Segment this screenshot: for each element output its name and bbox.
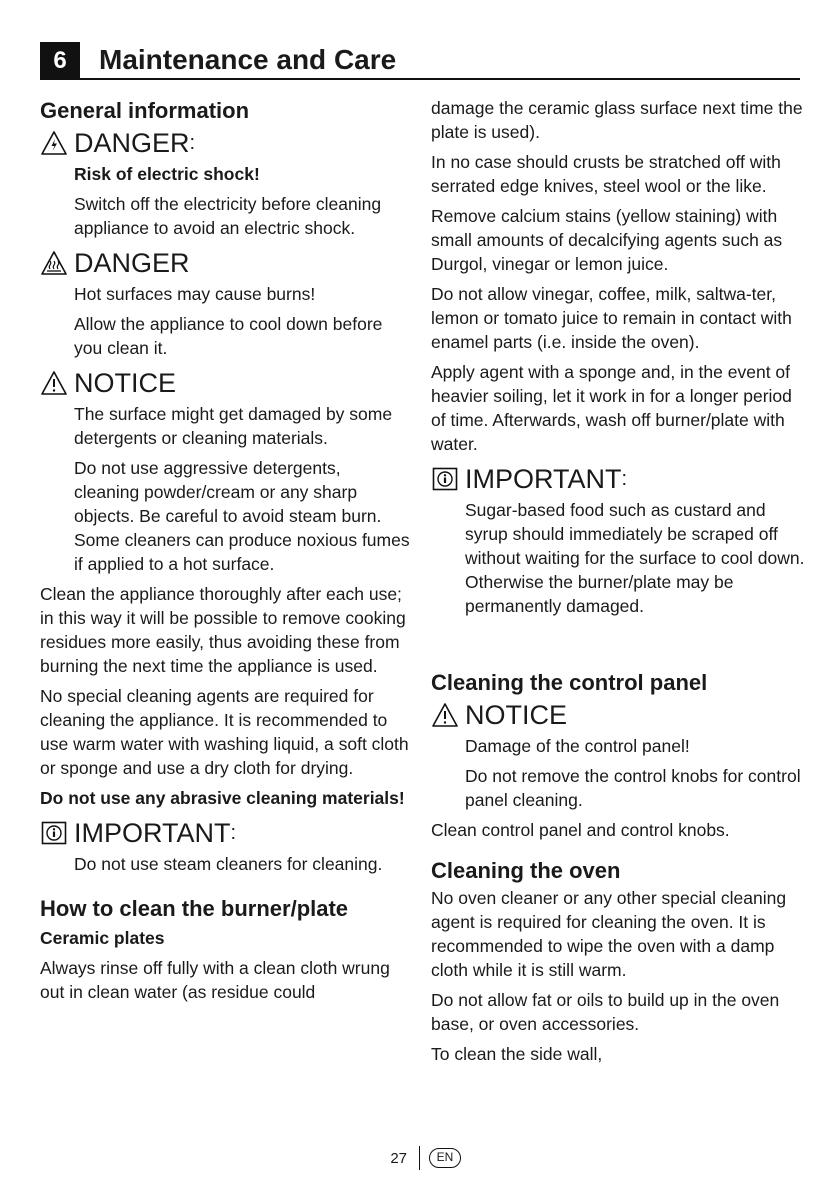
left-column (40, 96, 410, 1010)
danger-electric-heading (40, 126, 410, 160)
chapter-number: 6 (40, 42, 80, 80)
notice-heading (40, 366, 410, 400)
important-heading (431, 462, 807, 496)
notice-text-1: Damage of the control panel! (465, 736, 690, 756)
crusts-paragraph: In no case should crusts be stratched off with serrated edge knives, steel wool or the like. (431, 152, 781, 196)
notice-heading (431, 698, 807, 732)
notice-text-2: Do not remove the control knobs for control panel cleaning. (465, 766, 801, 810)
important-title: IMPORTANT (74, 818, 231, 848)
important-colon: : (621, 468, 628, 490)
warning-triangle-icon (40, 369, 68, 397)
vinegar-paragraph: Do not allow vinegar, coffee, milk, saltwa-ter, lemon or tomato juice to remain in contact with enamel parts (i.e. inside the oven). (431, 284, 792, 352)
danger-title: DANGER (74, 248, 190, 278)
control-panel-heading: Cleaning the control panel (431, 670, 708, 695)
clean-thoroughly-paragraph: Clean the appliance thoroughly after each use; in this way it will be possible to remove cooking residues more easily, thus avoiding these from burning the next time the appliance is used. (40, 584, 406, 676)
footer-separator (419, 1146, 420, 1170)
important-text: Do not use steam cleaners for cleaning. (74, 854, 383, 874)
notice-text-2: Do not use aggressive detergents, cleaning powder/cream or any sharp objects. Be careful to avoid steam burn. Some cleaners can produce noxious fumes if applied to a hot surface. (74, 458, 410, 574)
important-heading (40, 816, 410, 850)
hot-surface-warning-icon (40, 249, 68, 277)
important-colon: : (230, 822, 237, 844)
notice-title: NOTICE (74, 368, 177, 398)
important-title: IMPORTANT (465, 464, 622, 494)
language-badge: EN (429, 1148, 461, 1168)
info-icon (431, 465, 459, 493)
clean-control-paragraph: Clean control panel and control knobs. (431, 820, 730, 840)
page-number: 27 (390, 1150, 407, 1167)
damage-paragraph: damage the ceramic glass surface next time the plate is used). (431, 98, 803, 142)
ceramic-plates-subheading: Ceramic plates (40, 928, 165, 948)
danger-cool-text: Allow the appliance to cool down before you clean it. (74, 314, 383, 358)
danger-title: DANGER (74, 128, 190, 158)
danger-risk-line: Risk of electric shock! (74, 164, 260, 184)
abrasive-warning: Do not use any abrasive cleaning materials! (40, 788, 405, 808)
danger-hot-text: Hot surfaces may cause burns! (74, 284, 316, 304)
oven-paragraph-1: No oven cleaner or any other special cleaning agent is required for cleaning the oven. It is recommended to wipe the oven with a damp cloth while it is still warm. (431, 888, 787, 980)
oven-paragraph-2: Do not allow fat or oils to build up in the oven base, or oven accessories. (431, 990, 780, 1034)
header-rule (80, 78, 800, 80)
right-column (431, 96, 807, 1072)
chapter-header (40, 40, 800, 80)
no-special-agents-paragraph: No special cleaning agents are required for cleaning the appliance. It is recommended to use warm water with washing liquid, a soft cloth or sponge and use a dry cloth for drying. (40, 686, 409, 778)
cleaning-oven-heading: Cleaning the oven (431, 858, 621, 883)
warning-triangle-icon (431, 701, 459, 729)
chapter-title: Maintenance and Care (99, 44, 397, 75)
danger-hot-heading (40, 246, 410, 280)
apply-agent-paragraph: Apply agent with a sponge and, in the event of heavier soiling, let it work in for a longer period of time. Afterwards, wash off burner/plate with water. (431, 362, 792, 454)
page-footer (0, 1146, 837, 1172)
notice-title: NOTICE (465, 700, 568, 730)
danger-electric-text: Switch off the electricity before cleaning appliance to avoid an electric shock. (74, 194, 382, 238)
calcium-paragraph: Remove calcium stains (yellow staining) with small amounts of decalcifying agents such as Durgol, vinegar or lemon juice. (431, 206, 783, 274)
electric-shock-warning-icon (40, 129, 68, 157)
burner-plate-heading: How to clean the burner/plate (40, 896, 349, 921)
important-text: Sugar-based food such as custard and syrup should immediately be scraped off without waiting for the surface to cool down. Otherwise the burner/plate may be permanently damaged. (465, 500, 805, 616)
rinse-paragraph: Always rinse off fully with a clean cloth wrung out in clean water (as residue could (40, 958, 390, 1002)
info-icon (40, 819, 68, 847)
general-information-heading: General information (40, 98, 250, 123)
danger-colon: : (189, 132, 196, 154)
side-wall-paragraph: To clean the side wall, (431, 1044, 603, 1064)
notice-text-1: The surface might get damaged by some detergents or cleaning materials. (74, 404, 393, 448)
